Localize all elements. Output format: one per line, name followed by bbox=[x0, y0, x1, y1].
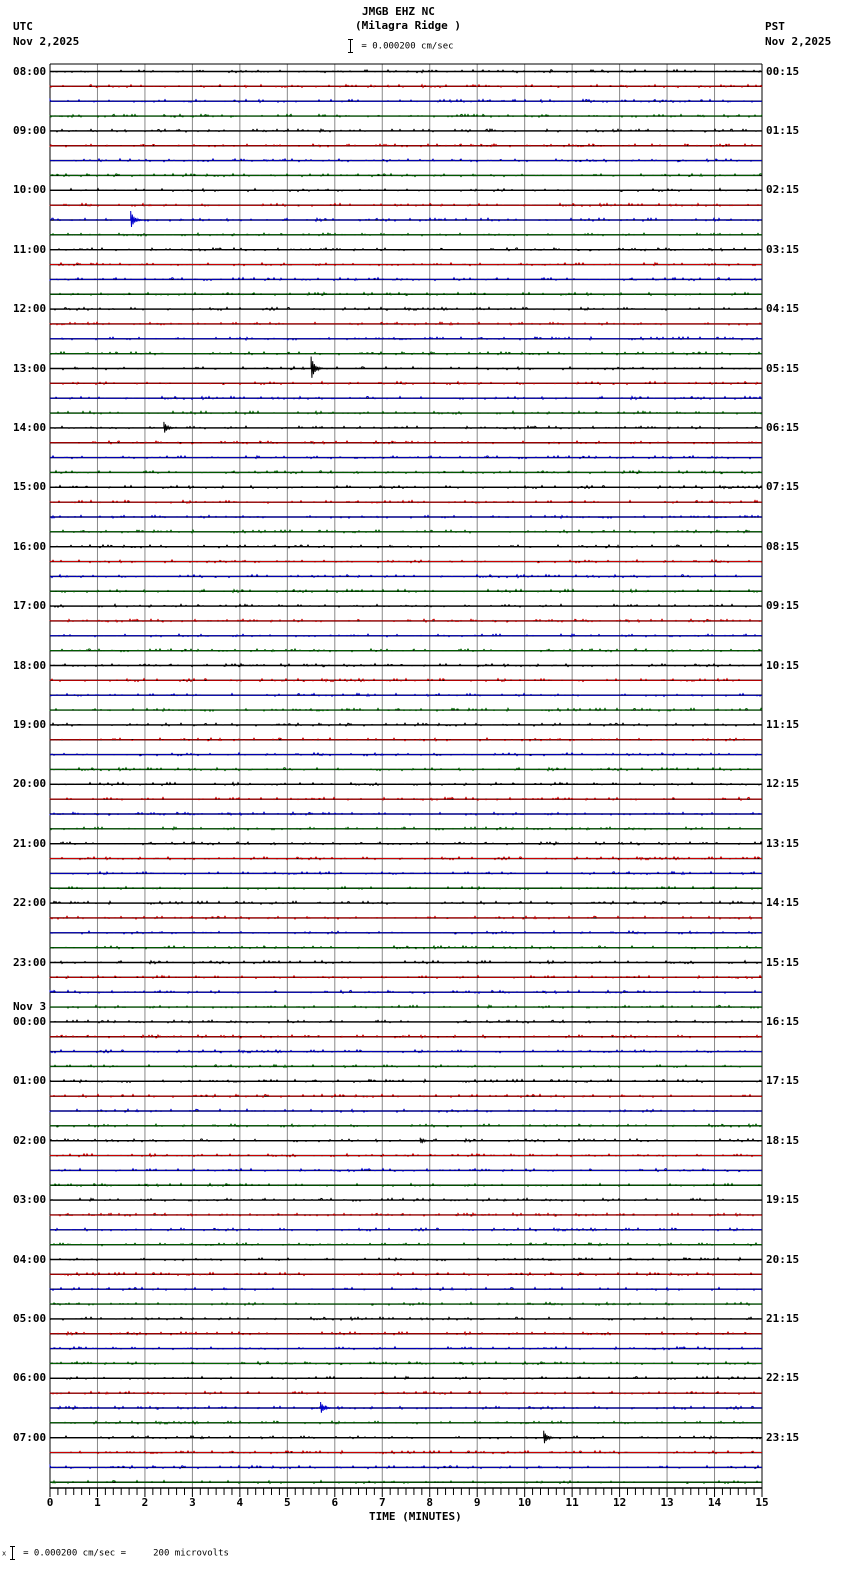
footer-scale-prefix: x bbox=[2, 1549, 7, 1558]
trace-12 bbox=[50, 248, 762, 251]
trace-14 bbox=[50, 278, 762, 281]
seismic-event bbox=[131, 211, 141, 227]
trace-30 bbox=[50, 515, 762, 518]
trace-67 bbox=[50, 1065, 762, 1068]
trace-83 bbox=[50, 1302, 762, 1305]
pst-hour-label: 13:15 bbox=[766, 836, 800, 850]
trace-80 bbox=[50, 1258, 762, 1261]
trace-95 bbox=[50, 1481, 762, 1484]
trace-69 bbox=[50, 1094, 762, 1097]
utc-hour-label: 05:00 bbox=[13, 1311, 47, 1325]
trace-85 bbox=[50, 1332, 762, 1335]
pst-hour-label: 05:15 bbox=[766, 361, 800, 375]
trace-5 bbox=[50, 144, 762, 147]
trace-91 bbox=[50, 1421, 762, 1424]
trace-49 bbox=[50, 797, 762, 800]
x-tick-label: 10 bbox=[518, 1496, 532, 1509]
utc-hour-label: 03:00 bbox=[13, 1193, 47, 1207]
utc-hour-label: 07:00 bbox=[13, 1430, 47, 1444]
pst-hour-label: 17:15 bbox=[766, 1074, 800, 1088]
trace-56 bbox=[50, 901, 762, 904]
x-tick-label: 15 bbox=[755, 1496, 769, 1509]
trace-31 bbox=[50, 530, 762, 533]
trace-75 bbox=[50, 1184, 762, 1187]
trace-51 bbox=[50, 827, 762, 830]
date-change-label: Nov 3 bbox=[13, 999, 47, 1013]
pst-hour-label: 18:15 bbox=[766, 1133, 800, 1147]
pst-hour-label: 07:15 bbox=[766, 480, 800, 494]
trace-43 bbox=[50, 708, 762, 711]
utc-hour-label: 23:00 bbox=[13, 955, 47, 969]
trace-22 bbox=[50, 396, 762, 399]
trace-6 bbox=[50, 159, 762, 162]
pst-date: Nov 2,2025 bbox=[765, 35, 832, 48]
trace-68 bbox=[50, 1080, 762, 1083]
trace-17 bbox=[50, 322, 762, 325]
utc-hour-label: 11:00 bbox=[13, 242, 47, 256]
trace-28 bbox=[50, 486, 762, 489]
x-tick-label: 14 bbox=[707, 1496, 722, 1509]
utc-hour-label: 13:00 bbox=[13, 361, 47, 375]
station-location: (Milagra Ridge ) bbox=[355, 19, 461, 32]
pst-hour-label: 12:15 bbox=[766, 777, 800, 791]
pst-hour-label: 00:15 bbox=[766, 64, 800, 78]
x-tick-label: 0 bbox=[46, 1496, 54, 1509]
x-tick-label: 2 bbox=[141, 1496, 149, 1509]
trace-89 bbox=[50, 1391, 762, 1394]
trace-73 bbox=[50, 1154, 762, 1157]
utc-hour-label: 00:00 bbox=[13, 1014, 47, 1028]
trace-3 bbox=[50, 114, 762, 117]
x-tick-label: 3 bbox=[189, 1496, 196, 1509]
utc-hour-label: 14:00 bbox=[13, 420, 47, 434]
pst-hour-label: 08:15 bbox=[766, 539, 800, 553]
pst-hour-label: 19:15 bbox=[766, 1193, 800, 1207]
x-tick-label: 11 bbox=[565, 1496, 579, 1509]
utc-hour-label: 08:00 bbox=[13, 64, 47, 78]
utc-hour-label: 18:00 bbox=[13, 658, 47, 672]
x-tick-label: 8 bbox=[426, 1496, 434, 1509]
trace-78 bbox=[50, 1228, 762, 1231]
pst-label: PST bbox=[765, 20, 785, 33]
pst-hour-label: 14:15 bbox=[766, 896, 800, 910]
trace-45 bbox=[50, 738, 762, 741]
trace-94 bbox=[50, 1466, 762, 1469]
trace-9 bbox=[50, 203, 762, 206]
trace-74 bbox=[50, 1169, 762, 1172]
pst-hour-label: 02:15 bbox=[766, 183, 800, 197]
x-axis-title: TIME (MINUTES) bbox=[369, 1510, 462, 1523]
x-tick-label: 12 bbox=[612, 1496, 627, 1509]
utc-hour-label: 06:00 bbox=[13, 1371, 47, 1385]
utc-hour-label: 19:00 bbox=[13, 717, 47, 731]
trace-16 bbox=[50, 307, 762, 310]
trace-29 bbox=[50, 500, 762, 503]
trace-7 bbox=[50, 174, 762, 177]
x-tick-label: 5 bbox=[284, 1496, 291, 1509]
pst-hour-label: 15:15 bbox=[766, 955, 800, 969]
trace-70 bbox=[50, 1109, 762, 1112]
trace-44 bbox=[50, 723, 762, 726]
pst-hour-label: 04:15 bbox=[766, 302, 800, 316]
scale-legend-text: = 0.000200 cm/sec bbox=[361, 41, 454, 52]
trace-66 bbox=[50, 1050, 762, 1053]
utc-label: UTC bbox=[13, 20, 33, 33]
trace-57 bbox=[50, 916, 762, 919]
seismic-event bbox=[311, 357, 321, 378]
trace-32 bbox=[50, 545, 762, 548]
trace-82 bbox=[50, 1287, 762, 1290]
trace-39 bbox=[50, 649, 762, 652]
trace-87 bbox=[50, 1362, 762, 1365]
x-tick-label: 4 bbox=[236, 1496, 244, 1509]
utc-hour-label: 16:00 bbox=[13, 539, 47, 553]
utc-hour-label: 01:00 bbox=[13, 1074, 47, 1088]
x-tick-label: 13 bbox=[660, 1496, 674, 1509]
utc-hour-label: 09:00 bbox=[13, 123, 47, 137]
trace-63 bbox=[50, 1005, 762, 1008]
trace-19 bbox=[50, 352, 762, 355]
trace-71 bbox=[50, 1124, 762, 1127]
trace-0 bbox=[50, 70, 762, 73]
utc-hour-label: 20:00 bbox=[13, 777, 47, 791]
utc-hour-label: 17:00 bbox=[13, 599, 47, 613]
trace-37 bbox=[50, 619, 762, 622]
trace-35 bbox=[50, 590, 762, 593]
trace-40 bbox=[50, 664, 762, 667]
x-tick-label: 9 bbox=[473, 1496, 481, 1509]
footer-scale-text: = 0.000200 cm/sec = 200 microvolts bbox=[23, 1548, 229, 1559]
pst-hour-label: 22:15 bbox=[766, 1371, 800, 1385]
trace-23 bbox=[50, 411, 762, 414]
scale-bar-icon bbox=[12, 1546, 18, 1560]
x-tick-label: 7 bbox=[378, 1496, 386, 1509]
trace-60 bbox=[50, 961, 762, 964]
trace-72 bbox=[50, 1139, 762, 1142]
trace-11 bbox=[50, 233, 762, 236]
utc-hour-label: 22:00 bbox=[13, 896, 47, 910]
utc-hour-label: 21:00 bbox=[13, 836, 47, 850]
x-tick-label: 1 bbox=[94, 1496, 101, 1509]
station-title: JMGB EHZ NC bbox=[362, 5, 435, 18]
utc-hour-label: 12:00 bbox=[13, 302, 47, 316]
footer-scale bbox=[2, 1546, 229, 1560]
pst-hour-label: 21:15 bbox=[766, 1311, 800, 1325]
pst-hour-label: 01:15 bbox=[766, 123, 800, 137]
pst-hour-label: 16:15 bbox=[766, 1014, 800, 1028]
trace-59 bbox=[50, 946, 762, 949]
pst-hour-label: 23:15 bbox=[766, 1430, 800, 1444]
pst-hour-label: 11:15 bbox=[766, 717, 800, 731]
pst-hour-label: 09:15 bbox=[766, 599, 800, 613]
trace-47 bbox=[50, 768, 762, 771]
trace-48 bbox=[50, 783, 762, 786]
pst-hour-label: 03:15 bbox=[766, 242, 800, 256]
trace-33 bbox=[50, 560, 762, 563]
trace-58 bbox=[50, 931, 762, 934]
trace-42 bbox=[50, 693, 762, 696]
trace-20 bbox=[50, 367, 762, 370]
trace-84 bbox=[50, 1317, 762, 1320]
x-tick-label: 6 bbox=[331, 1496, 339, 1509]
trace-52 bbox=[50, 842, 762, 845]
trace-53 bbox=[50, 857, 762, 860]
pst-hour-label: 20:15 bbox=[766, 1252, 800, 1266]
trace-77 bbox=[50, 1213, 762, 1216]
utc-date: Nov 2,2025 bbox=[13, 35, 80, 48]
seismic-event bbox=[544, 1431, 554, 1444]
pst-hour-label: 10:15 bbox=[766, 658, 800, 672]
utc-hour-label: 02:00 bbox=[13, 1133, 47, 1147]
trace-8 bbox=[50, 189, 762, 192]
utc-hour-label: 15:00 bbox=[13, 480, 47, 494]
utc-hour-label: 04:00 bbox=[13, 1252, 47, 1266]
trace-4 bbox=[50, 129, 762, 132]
trace-62 bbox=[50, 990, 762, 993]
pst-hour-label: 06:15 bbox=[766, 420, 800, 434]
trace-50 bbox=[50, 812, 762, 815]
utc-hour-label: 10:00 bbox=[13, 183, 47, 197]
